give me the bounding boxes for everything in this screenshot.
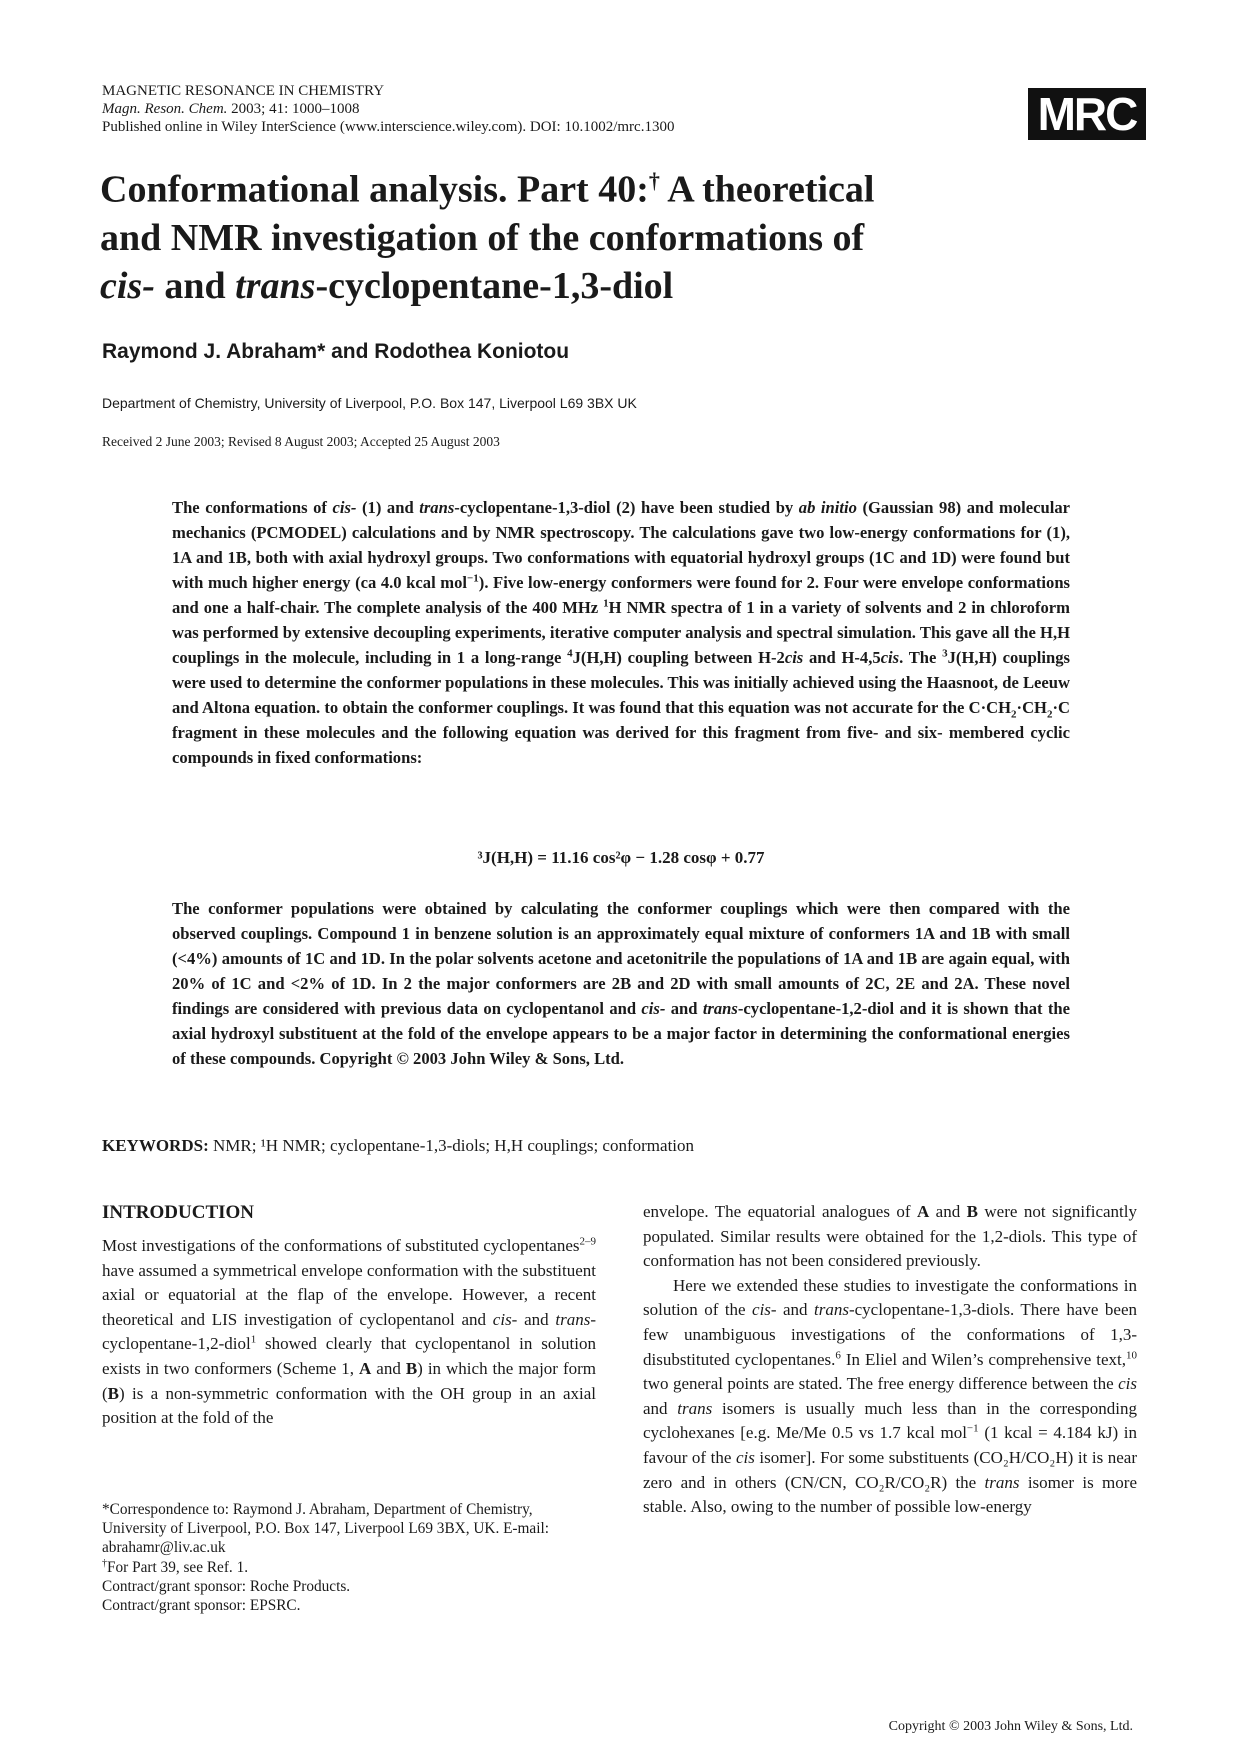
right-sup: 6 bbox=[835, 1348, 841, 1361]
abs-sup: 4 bbox=[567, 647, 573, 660]
abs-text: -cyclopentane-1,2-diol and it is shown that the axial hydroxyl substituent at the fold of the envelope appears to be a major factor in determining the conformational energies of these compounds. Copyright © 2003 John Wiley & Sons, Ltd. bbox=[172, 999, 1070, 1068]
right-italic: trans bbox=[984, 1472, 1020, 1492]
citation-journal: Magn. Reson. Chem. bbox=[102, 101, 228, 117]
footnote-sponsor-1: Contract/grant sponsor: Roche Products. bbox=[102, 1577, 351, 1595]
page-title bbox=[100, 157, 1050, 310]
title-trans: trans bbox=[235, 264, 316, 307]
citation-rest: 2003; 41: 1000–1008 bbox=[227, 101, 360, 117]
abs-text: and bbox=[665, 999, 703, 1018]
right-bold: A bbox=[916, 1202, 930, 1221]
right-text: Here we extended these studies to investigate the conformations in solution of the bbox=[643, 1275, 1137, 1320]
abs-sup: 1 bbox=[603, 597, 609, 610]
intro-text: showed clearly that cyclopentanol in solution exists in two conformers (Scheme 1, bbox=[102, 1334, 596, 1378]
footnote-correspondence: *Correspondence to: Raymond J. Abraham, Department of Chemistry, University of Liverpool, P.O. Box 147, Liverpool L69 3BX, UK. E-mail: abrahamr@liv.ac.uk bbox=[102, 1501, 549, 1557]
keywords-text: NMR; ¹H NMR; cyclopentane-1,3-diols; H,H couplings; conformation bbox=[208, 1136, 695, 1155]
intro-bold: B bbox=[107, 1383, 120, 1403]
title-cis: cis- bbox=[100, 264, 155, 307]
title-line-1 bbox=[100, 157, 1050, 214]
abs-text: ·CH bbox=[1016, 698, 1047, 717]
intro-text: ) is a non-symmetric conformation with the OH group in an axial position at the fold of the bbox=[102, 1383, 596, 1428]
citation bbox=[102, 100, 674, 118]
title-line1b: A theoretical bbox=[659, 168, 875, 211]
right-italic: cis bbox=[1118, 1374, 1137, 1394]
right-text: were not significantly populated. Similar results were obtained for the 1,2-diols. This type of conformation has not been considered previously. bbox=[643, 1202, 1137, 1271]
journal-header bbox=[102, 82, 674, 136]
right-italic: cis bbox=[735, 1447, 755, 1467]
intro-column bbox=[102, 1200, 596, 1431]
title-line-3 bbox=[100, 262, 1050, 310]
right-text: and bbox=[776, 1300, 814, 1320]
right-sup: 10 bbox=[1126, 1348, 1138, 1361]
right-italic: trans bbox=[814, 1300, 849, 1320]
right-bold: B bbox=[966, 1202, 978, 1221]
right-text: and bbox=[929, 1202, 967, 1221]
abs-italic: trans bbox=[419, 498, 455, 517]
abs-text: -cyclopentane-1,3-diol (2) have been studied by bbox=[454, 498, 799, 517]
abstract-paragraph-1 bbox=[172, 495, 1070, 770]
footnote-dagger: † bbox=[102, 1557, 107, 1569]
title-and: and bbox=[154, 264, 236, 307]
intro-text: -cyclopentane-1,2-diol bbox=[102, 1309, 596, 1354]
right-text: In Eliel and Wilen’s comprehensive text, bbox=[840, 1349, 1127, 1369]
abs-text: J(H,H) coupling between H-2 bbox=[572, 648, 785, 667]
right-italic: trans bbox=[677, 1398, 713, 1418]
intro-bold: A bbox=[359, 1358, 372, 1378]
affiliation: Department of Chemistry, University of Liverpool, P.O. Box 147, Liverpool L69 3BX UK bbox=[102, 395, 637, 411]
authors: Raymond J. Abraham* and Rodothea Koniotou bbox=[102, 340, 570, 363]
abs-text: J(H,H) couplings were used to determine the conformer populations in these molecules. This was initially achieved using the Haasnoot, de Leeuw and Altona equation. to obtain the conformer couplings. It was found that this equation was not accurate for the C·CH bbox=[172, 648, 1071, 717]
abs-italic: cis bbox=[880, 648, 900, 667]
journal-logo: MRC bbox=[1028, 88, 1146, 140]
abstract-paragraph-2 bbox=[172, 896, 1070, 1071]
right-sup: −1 bbox=[966, 1422, 979, 1435]
abs-sup: 3 bbox=[942, 647, 948, 660]
right-text: -cyclopentane-1,3-diols. There have been few unambiguous investigations of the conformations of 1,3-disubstituted cyclopentanes. bbox=[643, 1300, 1138, 1369]
intro-text: and bbox=[371, 1358, 406, 1378]
journal-name: MAGNETIC RESONANCE IN CHEMISTRY bbox=[102, 83, 385, 99]
abs-italic: cis bbox=[784, 648, 804, 667]
footnote-part39 bbox=[102, 1558, 596, 1577]
abs-sub: 2 bbox=[1011, 708, 1017, 721]
abs-italic: trans bbox=[702, 999, 738, 1018]
intro-italic: cis- bbox=[492, 1309, 518, 1329]
intro-sup: 2–9 bbox=[579, 1235, 596, 1248]
abs-text: The conformations of bbox=[172, 498, 333, 517]
right-text: two general points are stated. The free energy difference between the bbox=[643, 1374, 1119, 1394]
footnote-text: For Part 39, see Ref. 1. bbox=[107, 1558, 249, 1576]
right-column bbox=[643, 1200, 1137, 1520]
right-paragraph-1 bbox=[643, 1200, 1137, 1274]
right-italic: cis- bbox=[752, 1300, 777, 1320]
title-line1a: Conformational analysis. Part 40: bbox=[100, 168, 649, 211]
received-dates: Received 2 June 2003; Revised 8 August 2003; Accepted 25 August 2003 bbox=[102, 434, 500, 449]
abs-text: (Gaussian 98) and molecular mechanics (PCMODEL) calculations and by NMR spectroscopy. The calculations gave two low-energy conformations for (1), 1A and 1B, both with axial hydroxyl groups. Two conformations with equatorial hydroxyl groups (1C and 1D) were found but with much higher energy (ca 4.0 kcal mol bbox=[172, 498, 1070, 592]
page-footer-copyright: Copyright © 2003 John Wiley & Sons, Ltd. bbox=[888, 1719, 1133, 1734]
abs-text: ·C fragment in these molecules and the following equation was derived for this fragment from five- and six- membered cyclic compounds in fixed conformations: bbox=[172, 698, 1070, 767]
intro-text: Most investigations of the conformations of substituted cyclopentanes bbox=[102, 1236, 580, 1255]
abs-text: and H-4,5 bbox=[803, 648, 881, 667]
intro-text: have assumed a symmetrical envelope conformation with the substituent axial or equatorial at the flap of the envelope. However, a recent theoretical and LIS investigation of cyclopentanol and bbox=[102, 1260, 596, 1329]
coupling-equation: ³J(H,H) = 11.16 cos²φ − 1.28 cosφ + 0.77 bbox=[477, 848, 765, 867]
right-text: isomer]. For some substituents (CO₂H/CO₂H) it is near zero and in others (CN/CN, CO₂R/CO₂R) the bbox=[643, 1447, 1137, 1492]
intro-sup: 1 bbox=[250, 1333, 257, 1346]
abs-sub: 2 bbox=[1046, 708, 1053, 721]
right-text: isomer is more stable. Also, owing to the number of possible low-energy bbox=[643, 1472, 1137, 1517]
intro-text: ) in which the major form ( bbox=[102, 1358, 597, 1403]
right-text: (1 kcal = 4.184 kJ) in favour of the bbox=[643, 1423, 1137, 1467]
title-line-2: and NMR investigation of the conformations of bbox=[100, 216, 865, 259]
right-text: envelope. The equatorial analogues of bbox=[643, 1202, 917, 1221]
right-text: and bbox=[643, 1398, 678, 1418]
section-heading: INTRODUCTION bbox=[102, 1202, 255, 1223]
abs-text: H NMR spectra of 1 in a variety of solvents and 2 in chloroform was performed by extensive decoupling experiments, iterative computer analysis and spectral simulation. This gave all the H,H couplings in the molecule, including in 1 a long-range bbox=[172, 598, 1070, 667]
intro-bold: B bbox=[405, 1358, 418, 1378]
abs-text: The conformer populations were obtained by calculating the conformer couplings which were then compared with the observed couplings. Compound 1 in benzene solution is an approximately equal mixture of conformers 1A and 1B with small (<4%) amounts of 1C and 1D. In the polar solvents acetone and acetonitrile the populations of 1A and 1B are again equal, with 20% of 1C and <2% of 1D. In 2 the major conformers are 2B and 2D with small amounts of 2C, 2E and 2A. These novel findings are considered with previous data on cyclopentanol and bbox=[172, 899, 1070, 1018]
abs-text: ). Five low-energy conformers were found for 2. Four were envelope conformations and one a half-chair. The complete analysis of the 400 MHz bbox=[172, 573, 1071, 617]
title-dagger: † bbox=[648, 168, 660, 193]
abs-italic: cis- bbox=[332, 498, 357, 517]
keywords bbox=[102, 1136, 694, 1156]
keywords-label: KEYWORDS: bbox=[102, 1136, 209, 1155]
right-text: isomers is usually much less than in the corresponding cyclohexanes [e.g. Me/Me 0.5 vs 1.7 kcal mol bbox=[643, 1398, 1138, 1443]
intro-paragraph bbox=[102, 1234, 596, 1431]
abs-italic: ab initio bbox=[798, 498, 857, 517]
abs-italic: cis- bbox=[641, 999, 666, 1018]
abs-text: . The bbox=[899, 648, 943, 667]
footnotes bbox=[102, 1500, 596, 1615]
published-online: Published online in Wiley InterScience (www.interscience.wiley.com). DOI: 10.1002/mrc.1300 bbox=[102, 119, 675, 135]
abs-text: (1) and bbox=[356, 498, 420, 517]
right-paragraph-2 bbox=[643, 1274, 1137, 1520]
footnote-sponsor-2: Contract/grant sponsor: EPSRC. bbox=[102, 1597, 301, 1615]
title-rest: -cyclopentane-1,3-diol bbox=[315, 264, 674, 307]
intro-text: and bbox=[517, 1309, 556, 1329]
abs-sup: −1 bbox=[467, 572, 479, 585]
intro-italic: trans bbox=[555, 1309, 591, 1329]
